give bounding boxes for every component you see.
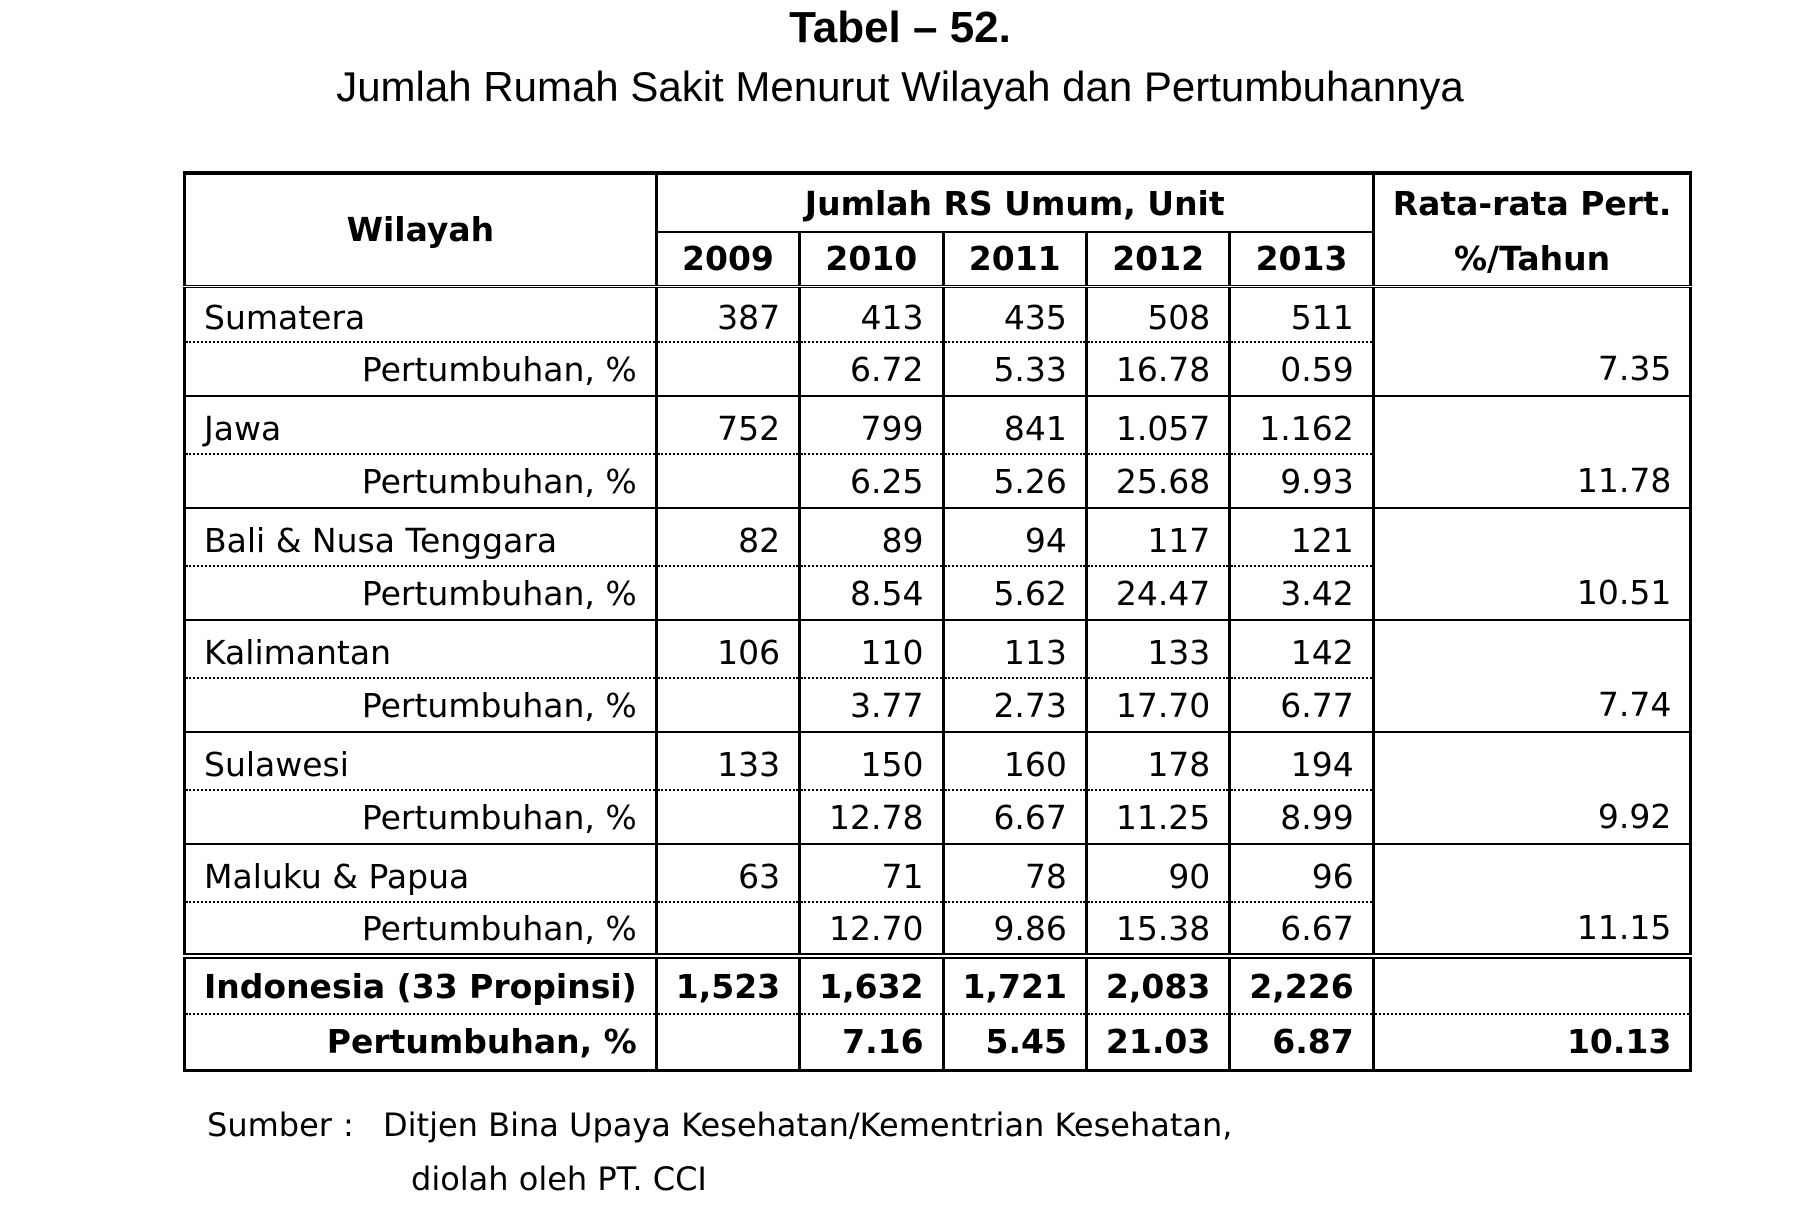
growth-value: 6.67 bbox=[1230, 902, 1373, 956]
region-name: Bali & Nusa Tenggara bbox=[185, 508, 657, 566]
region-value: 78 bbox=[943, 844, 1086, 902]
region-value: 1.162 bbox=[1230, 396, 1373, 454]
growth-value: 6.72 bbox=[800, 342, 943, 396]
region-value: 799 bbox=[800, 396, 943, 454]
growth-value: 8.99 bbox=[1230, 790, 1373, 844]
total-value: 1,523 bbox=[656, 956, 799, 1014]
growth-label: Pertumbuhan, % bbox=[185, 790, 657, 844]
growth-label: Pertumbuhan, % bbox=[185, 454, 657, 508]
growth-label: Pertumbuhan, % bbox=[185, 342, 657, 396]
region-value: 121 bbox=[1230, 508, 1373, 566]
region-value: 82 bbox=[656, 508, 799, 566]
table-row bbox=[185, 732, 1691, 790]
growth-label: Pertumbuhan, % bbox=[185, 902, 657, 956]
growth-value: 25.68 bbox=[1086, 454, 1229, 508]
growth-value: 6.67 bbox=[943, 790, 1086, 844]
avg-growth: 7.74 bbox=[1373, 678, 1691, 732]
source-colon: : bbox=[343, 1106, 354, 1144]
avg-growth: 11.78 bbox=[1373, 454, 1691, 508]
region-value: 94 bbox=[943, 508, 1086, 566]
region-value: 160 bbox=[943, 732, 1086, 790]
total-value: 2,226 bbox=[1230, 956, 1373, 1014]
header-wilayah: Wilayah bbox=[185, 173, 657, 286]
region-value: 194 bbox=[1230, 732, 1373, 790]
growth-label: Pertumbuhan, % bbox=[185, 678, 657, 732]
table-row bbox=[185, 566, 1691, 620]
total-growth-label: Pertumbuhan, % bbox=[185, 1014, 657, 1070]
growth-value: 12.70 bbox=[800, 902, 943, 956]
region-value: 1.057 bbox=[1086, 396, 1229, 454]
avg-blank bbox=[1373, 732, 1691, 790]
growth-value: 5.26 bbox=[943, 454, 1086, 508]
total-value: 2,083 bbox=[1086, 956, 1229, 1014]
growth-value: 15.38 bbox=[1086, 902, 1229, 956]
region-name: Maluku & Papua bbox=[185, 844, 657, 902]
region-value: 133 bbox=[1086, 620, 1229, 678]
growth-value: 3.42 bbox=[1230, 566, 1373, 620]
region-value: 413 bbox=[800, 286, 943, 342]
total-growth-value: 21.03 bbox=[1086, 1014, 1229, 1070]
avg-blank bbox=[1373, 396, 1691, 454]
total-growth-value bbox=[656, 1014, 799, 1070]
growth-value bbox=[656, 566, 799, 620]
table-row-total bbox=[185, 956, 1691, 1014]
growth-value: 12.78 bbox=[800, 790, 943, 844]
growth-value: 24.47 bbox=[1086, 566, 1229, 620]
growth-value: 2.73 bbox=[943, 678, 1086, 732]
total-value: 1,632 bbox=[800, 956, 943, 1014]
table-row bbox=[185, 396, 1691, 454]
growth-value: 11.25 bbox=[1086, 790, 1229, 844]
table-row bbox=[185, 620, 1691, 678]
region-value: 142 bbox=[1230, 620, 1373, 678]
growth-value bbox=[656, 902, 799, 956]
table-row bbox=[185, 902, 1691, 956]
hospital-table bbox=[183, 171, 1692, 1072]
region-value: 150 bbox=[800, 732, 943, 790]
avg-blank bbox=[1373, 508, 1691, 566]
growth-value: 6.25 bbox=[800, 454, 943, 508]
region-value: 89 bbox=[800, 508, 943, 566]
total-growth-value: 7.16 bbox=[800, 1014, 943, 1070]
region-value: 387 bbox=[656, 286, 799, 342]
region-value: 178 bbox=[1086, 732, 1229, 790]
region-value: 113 bbox=[943, 620, 1086, 678]
source-line1: Ditjen Bina Upaya Kesehatan/Kementrian Kesehatan, bbox=[383, 1106, 1233, 1144]
growth-label: Pertumbuhan, % bbox=[185, 566, 657, 620]
table-body bbox=[185, 286, 1691, 1070]
avg-growth: 11.15 bbox=[1373, 902, 1691, 956]
growth-value: 16.78 bbox=[1086, 342, 1229, 396]
total-name: Indonesia (33 Propinsi) bbox=[185, 956, 657, 1014]
region-value: 106 bbox=[656, 620, 799, 678]
table-row-total-growth bbox=[185, 1014, 1691, 1070]
growth-value: 9.86 bbox=[943, 902, 1086, 956]
region-name: Sumatera bbox=[185, 286, 657, 342]
table-row bbox=[185, 844, 1691, 902]
total-growth-value: 5.45 bbox=[943, 1014, 1086, 1070]
region-value: 96 bbox=[1230, 844, 1373, 902]
region-value: 110 bbox=[800, 620, 943, 678]
header-rate-line1: Rata-rata Pert. bbox=[1392, 184, 1672, 223]
region-value: 117 bbox=[1086, 508, 1229, 566]
region-value: 841 bbox=[943, 396, 1086, 454]
growth-value bbox=[656, 342, 799, 396]
header-jumlah-rs: Jumlah RS Umum, Unit bbox=[656, 173, 1373, 232]
region-value: 133 bbox=[656, 732, 799, 790]
growth-value bbox=[656, 454, 799, 508]
growth-value bbox=[656, 790, 799, 844]
source-note bbox=[207, 1098, 1232, 1206]
header-rate-line2: %/Tahun bbox=[1373, 232, 1691, 286]
avg-blank bbox=[1373, 844, 1691, 902]
table-row bbox=[185, 454, 1691, 508]
avg-blank bbox=[1373, 620, 1691, 678]
header-year: 2009 bbox=[656, 232, 799, 286]
table-subtitle: Jumlah Rumah Sakit Menurut Wilayah dan Pertumbuhannya bbox=[336, 63, 1464, 110]
region-value: 435 bbox=[943, 286, 1086, 342]
avg-growth: 10.51 bbox=[1373, 566, 1691, 620]
growth-value: 5.62 bbox=[943, 566, 1086, 620]
avg-blank bbox=[1373, 286, 1691, 342]
header-year: 2012 bbox=[1086, 232, 1229, 286]
table-row bbox=[185, 508, 1691, 566]
avg-growth: 9.92 bbox=[1373, 790, 1691, 844]
growth-value: 8.54 bbox=[800, 566, 943, 620]
growth-value: 9.93 bbox=[1230, 454, 1373, 508]
total-value: 1,721 bbox=[943, 956, 1086, 1014]
region-name: Jawa bbox=[185, 396, 657, 454]
header-year: 2013 bbox=[1230, 232, 1373, 286]
region-value: 752 bbox=[656, 396, 799, 454]
header-year: 2010 bbox=[800, 232, 943, 286]
growth-value bbox=[656, 678, 799, 732]
total-avg: 10.13 bbox=[1566, 1022, 1672, 1062]
table-title: Tabel – 52. bbox=[789, 3, 1011, 52]
growth-value: 6.77 bbox=[1230, 678, 1373, 732]
growth-value: 17.70 bbox=[1086, 678, 1229, 732]
region-value: 90 bbox=[1086, 844, 1229, 902]
region-value: 511 bbox=[1230, 286, 1373, 342]
growth-value: 3.77 bbox=[800, 678, 943, 732]
table-row bbox=[185, 342, 1691, 396]
growth-value: 0.59 bbox=[1230, 342, 1373, 396]
region-name: Kalimantan bbox=[185, 620, 657, 678]
avg-growth: 7.35 bbox=[1373, 342, 1691, 396]
table-row bbox=[185, 678, 1691, 732]
region-name: Sulawesi bbox=[185, 732, 657, 790]
header-year: 2011 bbox=[943, 232, 1086, 286]
total-avg-blank bbox=[1373, 956, 1691, 1014]
region-value: 71 bbox=[800, 844, 943, 902]
table-row bbox=[185, 790, 1691, 844]
total-growth-value: 6.87 bbox=[1230, 1014, 1373, 1070]
region-value: 508 bbox=[1086, 286, 1229, 342]
source-label: Sumber bbox=[207, 1106, 332, 1144]
table-row bbox=[185, 286, 1691, 342]
source-line2: diolah oleh PT. CCI bbox=[411, 1160, 707, 1198]
growth-value: 5.33 bbox=[943, 342, 1086, 396]
region-value: 63 bbox=[656, 844, 799, 902]
